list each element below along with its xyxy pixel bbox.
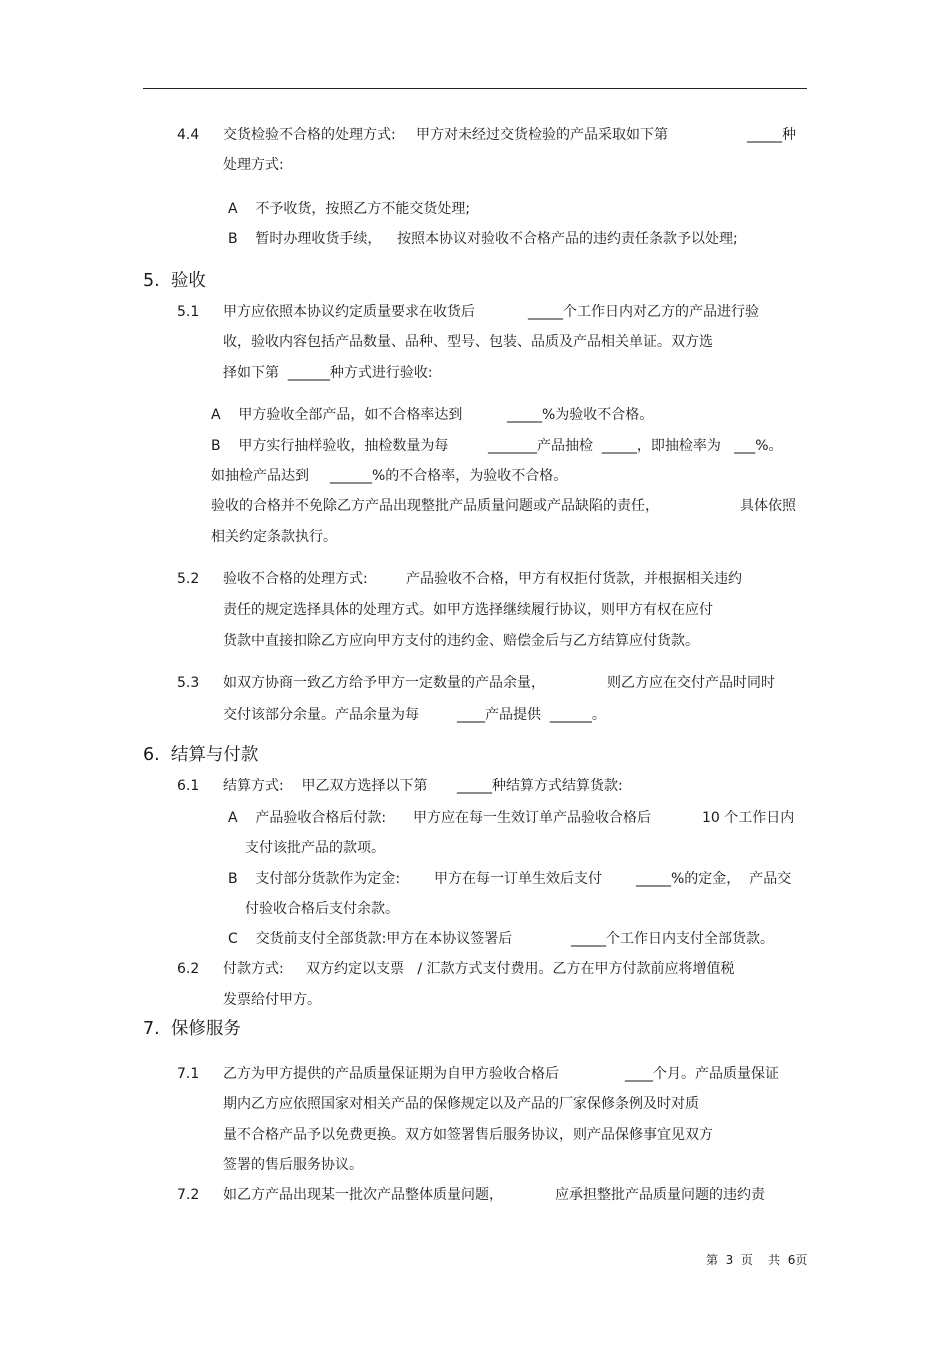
clause-text: 交货检验不合格的处理方式: — [223, 127, 396, 143]
clause-number: 7.2 — [177, 1187, 200, 1203]
clause-text: 甲方应依照本协议约定质量要求在收货后 — [223, 304, 475, 320]
page-footer: 第 3 页 共 6页 — [706, 1253, 808, 1267]
clause-text: 交付该部分余量。产品余量为每 — [223, 707, 419, 723]
option-item: 付验收合格后支付余款。 — [245, 901, 399, 917]
clause-text: 如抽检产品达到 — [211, 468, 309, 484]
clause-text: 具体依照 — [740, 498, 796, 514]
clause-text: 乙方为甲方提供的产品质量保证期为自甲方验收合格后 — [223, 1066, 559, 1082]
option-item: _____%的定金， 产品交 — [636, 871, 792, 887]
header-rule — [143, 88, 807, 89]
clause-text: 签署的售后服务协议。 — [223, 1157, 363, 1173]
clause-number: 5.1 — [177, 304, 200, 320]
clause-text: _____种结算方式结算货款: — [457, 778, 623, 794]
option-item: 甲方应在每一生效订单产品验收合格后 — [413, 810, 651, 826]
clause-text: 如乙方产品出现某一批次产品整体质量问题， — [223, 1187, 503, 1203]
clause-text: 期内乙方应依照国家对相关产品的保修规定以及产品的厂家保修条例及时对质 — [223, 1096, 699, 1112]
clause-number: 5.2 — [177, 571, 200, 587]
option-item: A 甲方验收全部产品，如不合格率达到 — [211, 407, 463, 423]
option-item: A 不予收货，按照乙方不能交货处理; — [228, 201, 471, 217]
option-item: 甲方在每一订单生效后支付 — [434, 871, 602, 887]
option-item: _____%为验收不合格。 — [507, 407, 654, 423]
clause-text: 甲方对未经过交货检验的产品采取如下第 — [416, 127, 668, 143]
clause-text: 货款中直接扣除乙方应向甲方支付的违约金、赔偿金后与乙方结算应付货款。 — [223, 633, 699, 649]
clause-text: 则乙方应在交付产品时同时 — [607, 675, 775, 691]
clause-text: 责任的规定选择具体的处理方式。如甲方选择继续履行协议，则甲方有权在应付 — [223, 602, 713, 618]
clause-text: 收，验收内容包括产品数量、品种、型号、包装、品质及产品相关单证。双方选 — [223, 334, 713, 350]
section-heading: 5. 验收 — [143, 271, 206, 291]
section-heading: 7. 保修服务 — [143, 1019, 241, 1039]
option-item: B 甲方实行抽样验收，抽检数量为每 — [211, 438, 449, 454]
clause-number: 6.1 — [177, 778, 200, 794]
clause-text: 择如下第 ______种方式进行验收: — [223, 365, 433, 381]
clause-number: 4.4 — [177, 127, 200, 143]
clause-text: 如双方协商一致乙方给予甲方一定数量的产品余量， — [223, 675, 545, 691]
clause-text: 付款方式: 双方约定以支票 / 汇款方式支付费用。乙方在甲方付款前应将增值税 — [223, 961, 735, 977]
clause-text: 发票给付甲方。 — [223, 992, 321, 1008]
clause-text: 量不合格产品予以免费更换。双方如签署售后服务协议，则产品保修事宜见双方 — [223, 1127, 713, 1143]
option-item: 按照本协议对验收不合格产品的违约责任条款予以处理; — [397, 231, 738, 247]
clause-text: ______%的不合格率，为验收不合格。 — [330, 468, 568, 484]
option-item: B 暂时办理收货手续， — [228, 231, 382, 247]
option-item: A 产品验收合格后付款: — [228, 810, 387, 826]
clause-text: ____产品提供 ______。 — [457, 707, 606, 723]
option-item: 支付该批产品的款项。 — [245, 840, 385, 856]
option-item: C 交货前支付全部货款:甲方在本协议签署后 — [228, 931, 513, 947]
option-item: B 支付部分货款作为定金: — [228, 871, 401, 887]
clause-text: 验收不合格的处理方式: — [223, 571, 368, 587]
clause-text: _____个工作日内对乙方的产品进行验 — [528, 304, 759, 320]
clause-text: 应承担整批产品质量问题的违约责 — [555, 1187, 765, 1203]
clause-text: 处理方式: — [223, 157, 284, 173]
section-heading: 6. 结算与付款 — [143, 745, 259, 765]
clause-text: 产品验收不合格，甲方有权拒付货款，并根据相关违约 — [406, 571, 742, 587]
clause-text: 相关约定条款执行。 — [211, 529, 337, 545]
clause-number: 5.3 — [177, 675, 200, 691]
option-item: _______产品抽检 _____，即抽检率为 ___%。 — [488, 438, 783, 454]
clause-number: 6.2 — [177, 961, 200, 977]
clause-number: 7.1 — [177, 1066, 200, 1082]
clause-text: 结算方式: 甲乙双方选择以下第 — [223, 778, 428, 794]
clause-text: ____个月。产品质量保证 — [625, 1066, 779, 1082]
option-item: _____个工作日内支付全部货款。 — [571, 931, 774, 947]
blank-field: _____种 — [747, 127, 796, 143]
option-item: 10 个工作日内 — [702, 810, 795, 826]
clause-text: 验收的合格并不免除乙方产品出现整批产品质量问题或产品缺陷的责任， — [211, 498, 659, 514]
